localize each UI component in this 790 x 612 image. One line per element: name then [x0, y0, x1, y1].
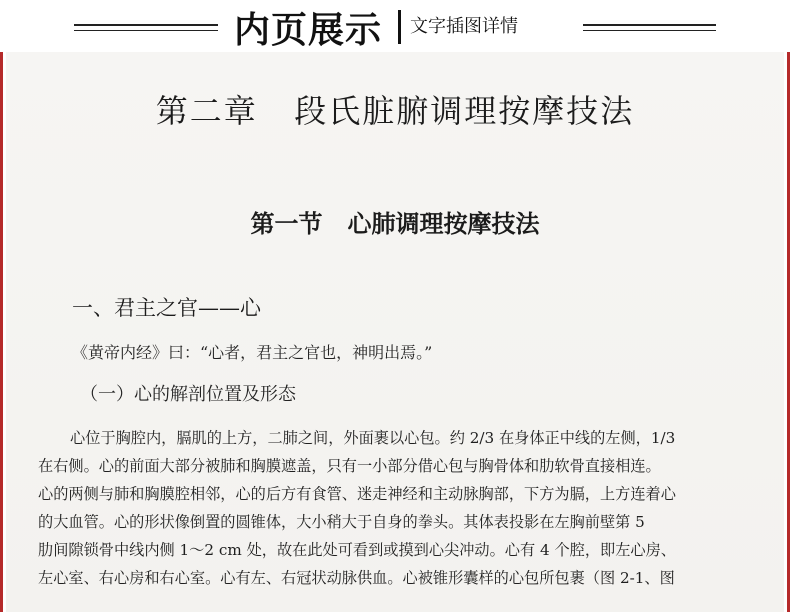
banner-separator	[398, 10, 401, 44]
banner-header	[0, 0, 790, 52]
body-paragraph	[38, 424, 772, 592]
body-line: 的大血管。心的形状像倒置的圆锥体，大小稍大于自身的拳头。其体表投影在左胸前壁第 5	[38, 513, 645, 531]
classic-quote: 《黄帝内经》曰：“心者，君主之官也，神明出焉。”	[72, 343, 433, 362]
body-line: 心位于胸腔内，膈肌的上方，二肺之间，外面裹以心包。约 2/3 在身体正中线的左侧，1/3	[70, 429, 676, 447]
banner-subtitle: 文字插图详情	[410, 16, 518, 37]
subheading: 一、君主之官——心	[72, 296, 261, 320]
book-page	[6, 52, 784, 612]
banner-rule-right	[583, 24, 716, 26]
sub-subheading: （一）心的解剖位置及形态	[80, 384, 296, 405]
body-line: 在右侧。心的前面大部分被肺和胸膜遮盖，只有一小部分借心包与胸骨体和肋软骨直接相连。	[38, 457, 661, 475]
banner-title: 内页展示	[234, 10, 383, 51]
body-line: 心的两侧与肺和胸膜腔相邻，心的后方有食管、迷走神经和主动脉胸部，下方为膈，上方连着心	[38, 485, 676, 503]
body-line: 左心室、右心房和右心室。心有左、右冠状动脉供血。心被锥形囊样的心包所包裹（图 2-1、图	[38, 569, 675, 587]
body-line: 肋间隙锁骨中线内侧 1～2 cm 处，故在此处可看到或摸到心尖冲动。心有 4 个腔，即左心房、	[38, 541, 676, 559]
banner-rule-left	[74, 24, 218, 26]
section-title: 第一节 心肺调理按摩技法	[250, 209, 540, 238]
chapter-title: 第二章 段氏脏腑调理按摩技法	[155, 92, 635, 130]
